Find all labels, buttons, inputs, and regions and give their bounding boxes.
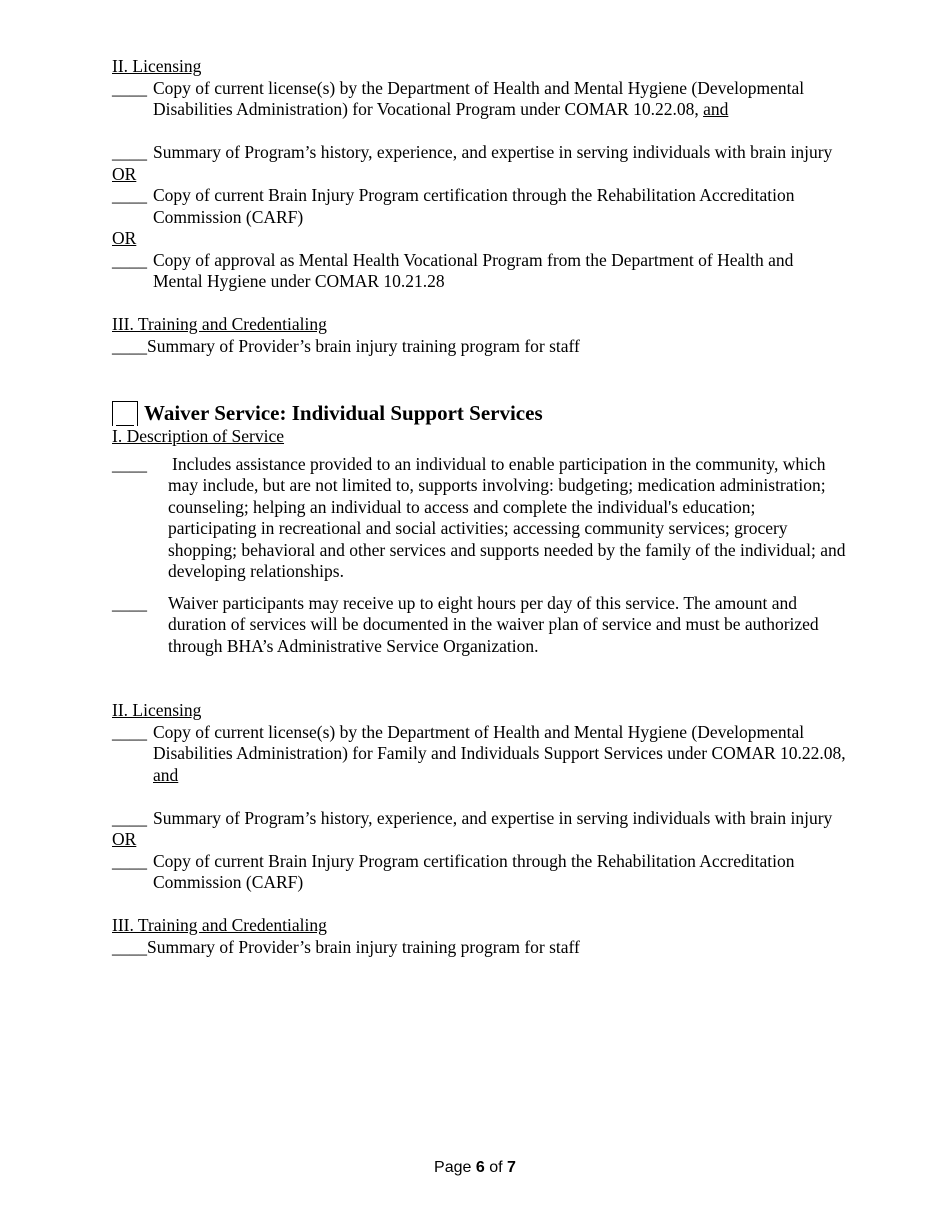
and-text: and (703, 99, 729, 119)
carf-text: Copy of current Brain Injury Program certification through the Rehabilitation Accreditation Commission (CARF) (153, 185, 795, 227)
service-checkbox[interactable] (112, 401, 138, 426)
or-text: OR (112, 228, 137, 248)
licensing-heading: II. Licensing (112, 56, 202, 76)
description-text: Waiver participants may receive up to eight hours per day of this service. The amount and duration of services will be documented in the waiver plan of service and must be authorized through BHA’s Administrative Service Organization. (168, 592, 819, 656)
checkbox-blank[interactable]: ____ (112, 335, 147, 356)
carf-item (112, 851, 847, 894)
checkbox-blank[interactable]: ____ (112, 721, 147, 742)
training-heading: III. Training and Credentialing (112, 314, 327, 334)
mental-health-text: Copy of approval as Mental Health Vocational Program from the Department of Health and Mental Hygiene under COMAR 10.21.28 (153, 249, 794, 291)
checkbox-blank[interactable]: ____ (112, 77, 147, 98)
checkbox-blank[interactable]: ____ (112, 850, 147, 871)
document-page (112, 56, 847, 958)
checkbox-blank[interactable]: ____ (112, 807, 147, 828)
summary-item (112, 142, 847, 164)
training-heading: III. Training and Credentialing (112, 915, 327, 935)
training-item (112, 336, 847, 358)
waiver-service-title: Waiver Service: Individual Support Services (144, 401, 543, 425)
license-text: Copy of current license(s) by the Department of Health and Mental Hygiene (Developmental Disabilities Administration) for Family and Individuals Support Services under COMAR 10.22.08, (153, 721, 846, 763)
or-text: OR (112, 829, 137, 849)
checkbox-blank[interactable]: ____ (112, 185, 147, 205)
checkbox-blank[interactable]: ____ (112, 936, 147, 957)
checkbox-blank[interactable]: ____ (112, 592, 147, 613)
checkbox-blank[interactable]: ____ (112, 453, 147, 474)
description-text: Includes assistance provided to an individual to enable participation in the community, which may include, but are not limited to, supports involving: budgeting; medication administration; counseling; helping an individual to access and complete the individual's education; participating in recreational and social activities; accessing community services; grocery shopping; behavioral and other services and supports needed by the family of the individual; and developing relationships. (168, 453, 846, 581)
page-number: 6 (475, 1159, 485, 1176)
summary-text: Summary of Program’s history, experience, and expertise in serving individuals with brain injury (153, 142, 833, 162)
training-text: Summary of Provider’s brain injury training program for staff (147, 936, 580, 957)
license-text: Copy of current license(s) by the Department of Health and Mental Hygiene (Developmental Disabilities Administration) for Vocational Program under COMAR 10.22.08, (153, 77, 805, 119)
waiver-service-title-row (112, 400, 847, 426)
license-item (112, 722, 847, 787)
licensing-heading: II. Licensing (112, 700, 202, 720)
checkbox-blank[interactable]: ____ (112, 249, 147, 270)
carf-text: Copy of current Brain Injury Program certification through the Rehabilitation Accreditation Commission (CARF) (153, 850, 795, 892)
page-total: 7 (507, 1159, 516, 1176)
license-item (112, 78, 847, 121)
or-text: OR (112, 163, 137, 184)
description-item (112, 593, 847, 658)
training-text: Summary of Provider’s brain injury training program for staff (147, 335, 580, 356)
summary-item (112, 808, 847, 830)
description-item (112, 454, 847, 583)
checkbox-blank[interactable]: ____ (112, 142, 147, 162)
summary-text: Summary of Program’s history, experience, and expertise in serving individuals with brain injury (153, 807, 833, 828)
page-footer (0, 1157, 950, 1179)
training-item (112, 937, 847, 959)
description-heading: I. Description of Service (112, 426, 285, 446)
mental-health-item (112, 250, 847, 293)
page-word: Page (434, 1159, 472, 1176)
and-text: and (153, 764, 179, 785)
of-word: of (489, 1159, 503, 1176)
carf-item (112, 185, 847, 228)
